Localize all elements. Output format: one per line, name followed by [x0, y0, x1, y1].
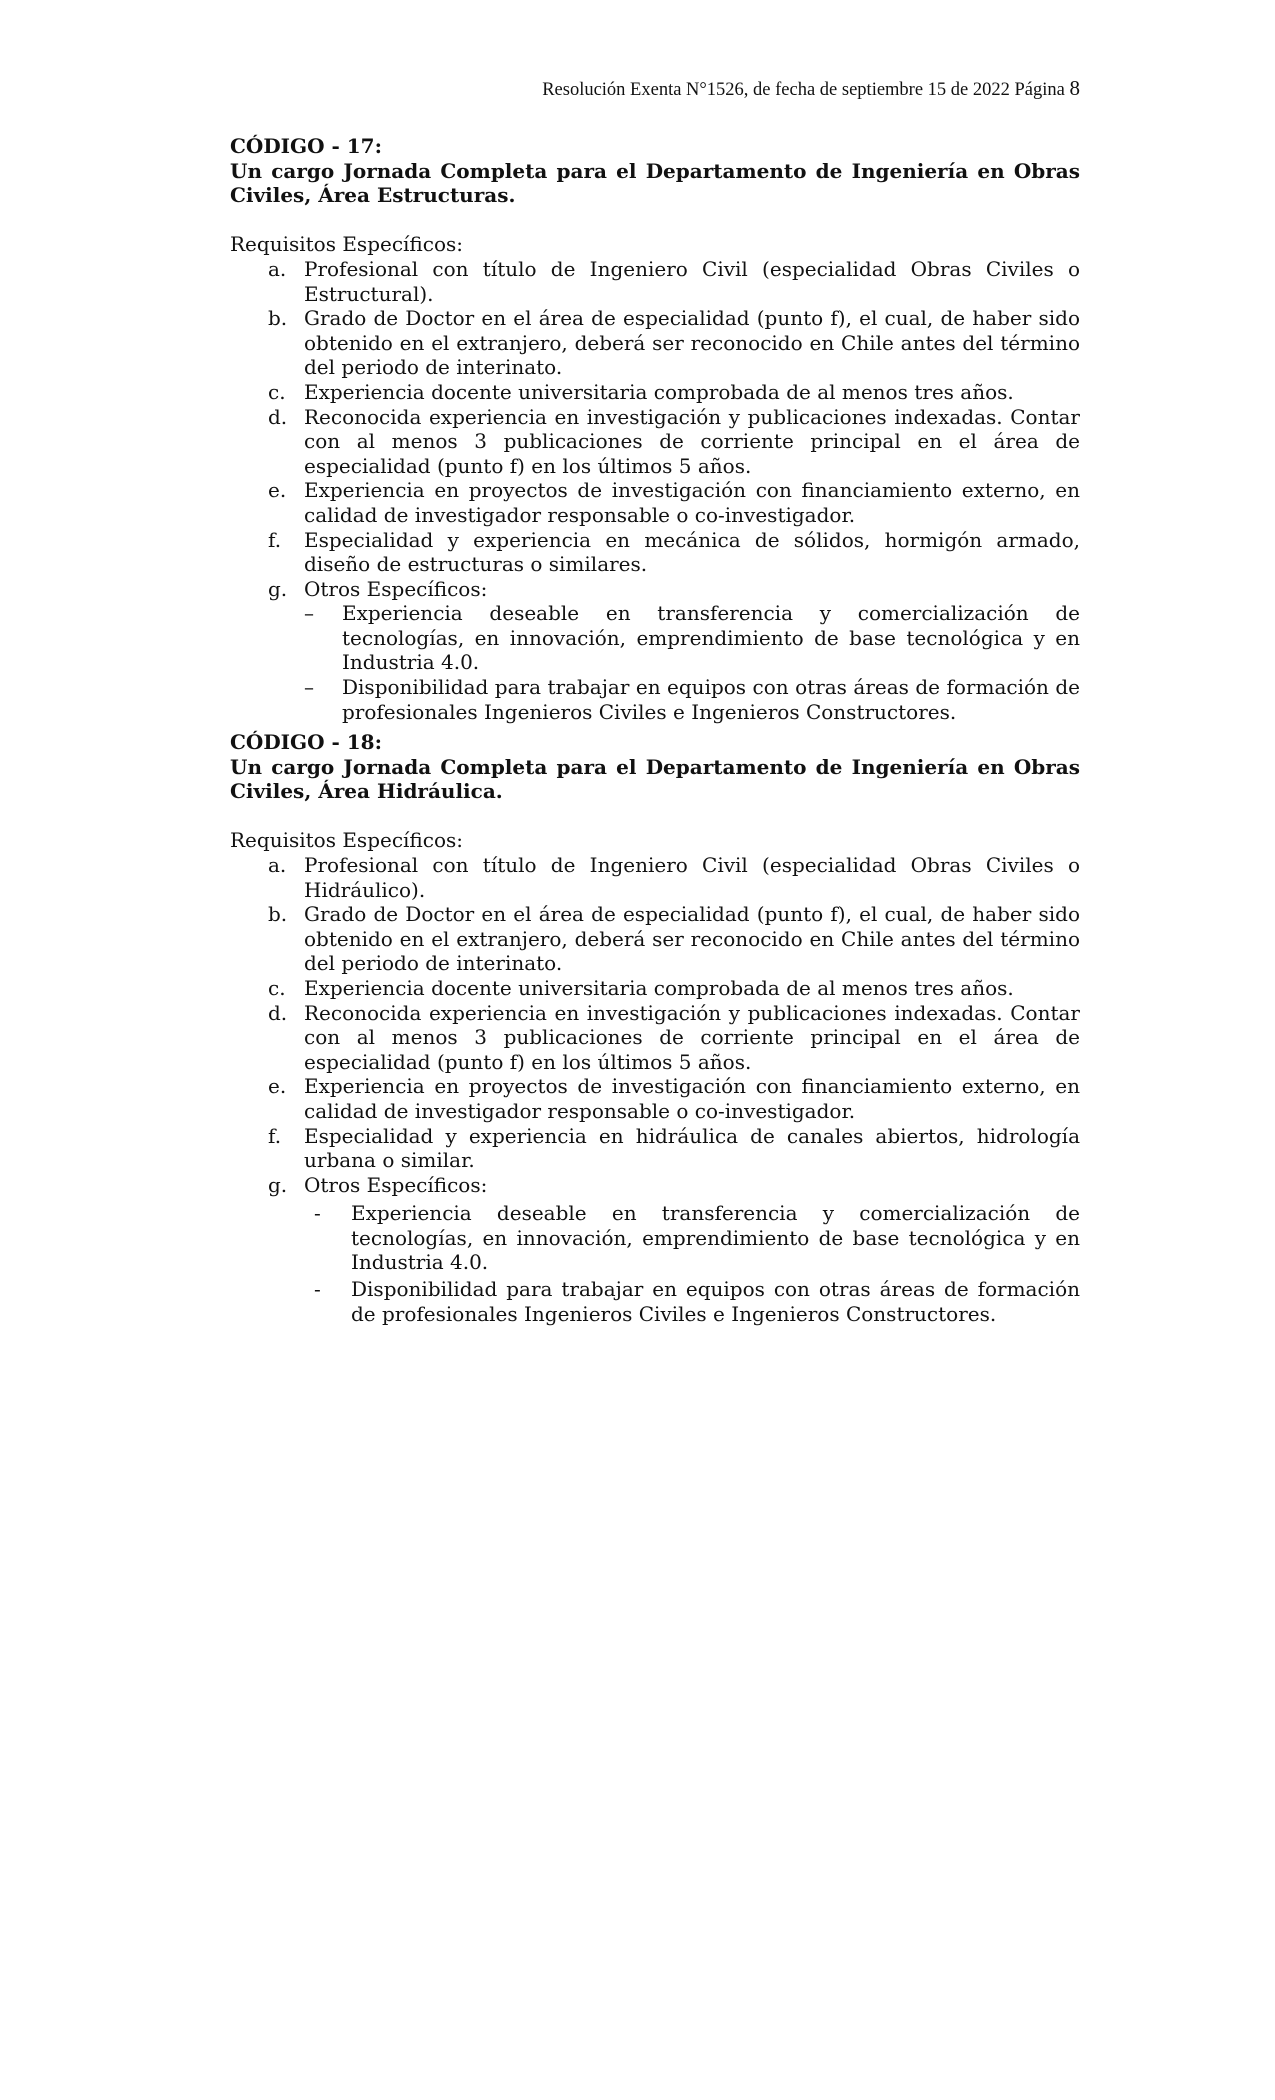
requirement-item	[230, 405, 1080, 479]
sub-item-text: Experiencia deseable en transferencia y comercialización de tecnologías, en innovación, emprendimiento de base tecnológica y en Industria 4.0.	[351, 1201, 1080, 1275]
requirements-heading: Requisitos Específicos:	[230, 828, 464, 853]
sub-requirements-list	[304, 601, 1080, 724]
item-letter: a.	[268, 852, 287, 877]
item-text: Otros Específicos:	[304, 1172, 488, 1197]
requirement-item	[230, 1001, 1080, 1075]
requirements-list	[230, 853, 1080, 1326]
item-letter: a.	[268, 256, 287, 281]
sub-item-text: Experiencia deseable en transferencia y comercialización de tecnologías, en innovación, emprendimiento de base tecnológica y en Industria 4.0.	[342, 601, 1080, 675]
item-text: Grado de Doctor en el área de especialidad (punto f), el cual, de haber sido obtenido en el extranjero, deberá ser reconocido en Chile antes del término del periodo de interinato.	[304, 306, 1080, 380]
sub-requirement-item	[304, 1277, 1080, 1326]
item-text: Otros Específicos:	[304, 576, 488, 601]
item-letter: f.	[268, 1123, 282, 1148]
page-number: 8	[1069, 76, 1080, 100]
requirement-item	[230, 1074, 1080, 1123]
position-title: Un cargo Jornada Completa para el Departamento de Ingeniería en Obras Civiles, Área Hidráulica.	[230, 754, 1080, 804]
sub-item-text: Disponibilidad para trabajar en equipos con otras áreas de formación de profesionales Ingenieros Civiles e Ingenieros Constructores.	[351, 1277, 1080, 1326]
section-code: CÓDIGO - 18:	[230, 730, 382, 754]
item-text: Experiencia docente universitaria comprobada de al menos tres años.	[304, 379, 1014, 404]
item-letter: g.	[268, 576, 288, 601]
sub-requirements-list	[304, 1201, 1080, 1326]
dash-bullet: -	[314, 1201, 321, 1226]
sub-requirement-item	[304, 1201, 1080, 1275]
item-text: Experiencia en proyectos de investigación con financiamiento externo, en calidad de investigador responsable o co-investigador.	[304, 478, 1080, 527]
item-text: Especialidad y experiencia en mecánica de sólidos, hormigón armado, diseño de estructuras o similares.	[304, 527, 1080, 577]
sub-item-text: Disponibilidad para trabajar en equipos con otras áreas de formación de profesionales Ingenieros Civiles e Ingenieros Constructores.	[342, 675, 1080, 724]
section-codigo-18	[230, 730, 1080, 1326]
item-text: Reconocida experiencia en investigación y publicaciones indexadas. Contar con al menos 3 publicaciones de corriente principal en el área de especialidad (punto f) en los últimos 5 años.	[304, 404, 1080, 478]
position-title: Un cargo Jornada Completa para el Departamento de Ingeniería en Obras Civiles, Área Estructuras.	[230, 158, 1080, 208]
item-letter: e.	[268, 1074, 287, 1099]
item-text: Experiencia docente universitaria comprobada de al menos tres años.	[304, 975, 1014, 1000]
item-text: Profesional con título de Ingeniero Civil (especialidad Obras Civiles o Hidráulico).	[304, 852, 1080, 902]
item-letter: b.	[268, 902, 288, 927]
requirement-item	[230, 1173, 1080, 1327]
item-text: Grado de Doctor en el área de especialidad (punto f), el cual, de haber sido obtenido en el extranjero, deberá ser reconocido en Chile antes del término del periodo de interinato.	[304, 902, 1080, 976]
requirements-heading: Requisitos Específicos:	[230, 232, 464, 257]
item-letter: c.	[268, 975, 286, 1000]
item-letter: g.	[268, 1172, 288, 1197]
item-letter: c.	[268, 379, 286, 404]
dash-bullet: –	[304, 675, 314, 700]
sub-requirement-item	[304, 601, 1080, 675]
requirement-item	[230, 380, 1080, 405]
item-text: Reconocida experiencia en investigación y publicaciones indexadas. Contar con al menos 3 publicaciones de corriente principal en el área de especialidad (punto f) en los últimos 5 años.	[304, 1000, 1080, 1074]
dash-bullet: -	[314, 1277, 321, 1302]
requirement-item	[230, 577, 1080, 725]
dash-bullet: –	[304, 601, 314, 626]
page-header	[542, 76, 1080, 101]
item-letter: e.	[268, 478, 287, 503]
requirement-item	[230, 478, 1080, 527]
item-letter: d.	[268, 1000, 288, 1025]
item-letter: b.	[268, 306, 288, 331]
requirement-item	[230, 902, 1080, 976]
section-codigo-17	[230, 134, 1080, 724]
header-text: Resolución Exenta N°1526, de fecha de septiembre 15 de 2022 Página	[542, 80, 1065, 100]
requirement-item	[230, 306, 1080, 380]
requirement-item	[230, 1124, 1080, 1173]
section-code: CÓDIGO - 17:	[230, 134, 382, 158]
item-letter: f.	[268, 527, 282, 552]
sub-requirement-item	[304, 675, 1080, 724]
item-text: Profesional con título de Ingeniero Civil (especialidad Obras Civiles o Estructural).	[304, 256, 1080, 306]
requirement-item	[230, 528, 1080, 577]
requirements-list	[230, 257, 1080, 724]
item-letter: d.	[268, 404, 288, 429]
requirement-item	[230, 853, 1080, 902]
item-text: Especialidad y experiencia en hidráulica de canales abiertos, hidrología urbana o similar.	[304, 1123, 1080, 1173]
requirement-item	[230, 257, 1080, 306]
requirement-item	[230, 976, 1080, 1001]
item-text: Experiencia en proyectos de investigación con financiamiento externo, en calidad de investigador responsable o co-investigador.	[304, 1074, 1080, 1123]
